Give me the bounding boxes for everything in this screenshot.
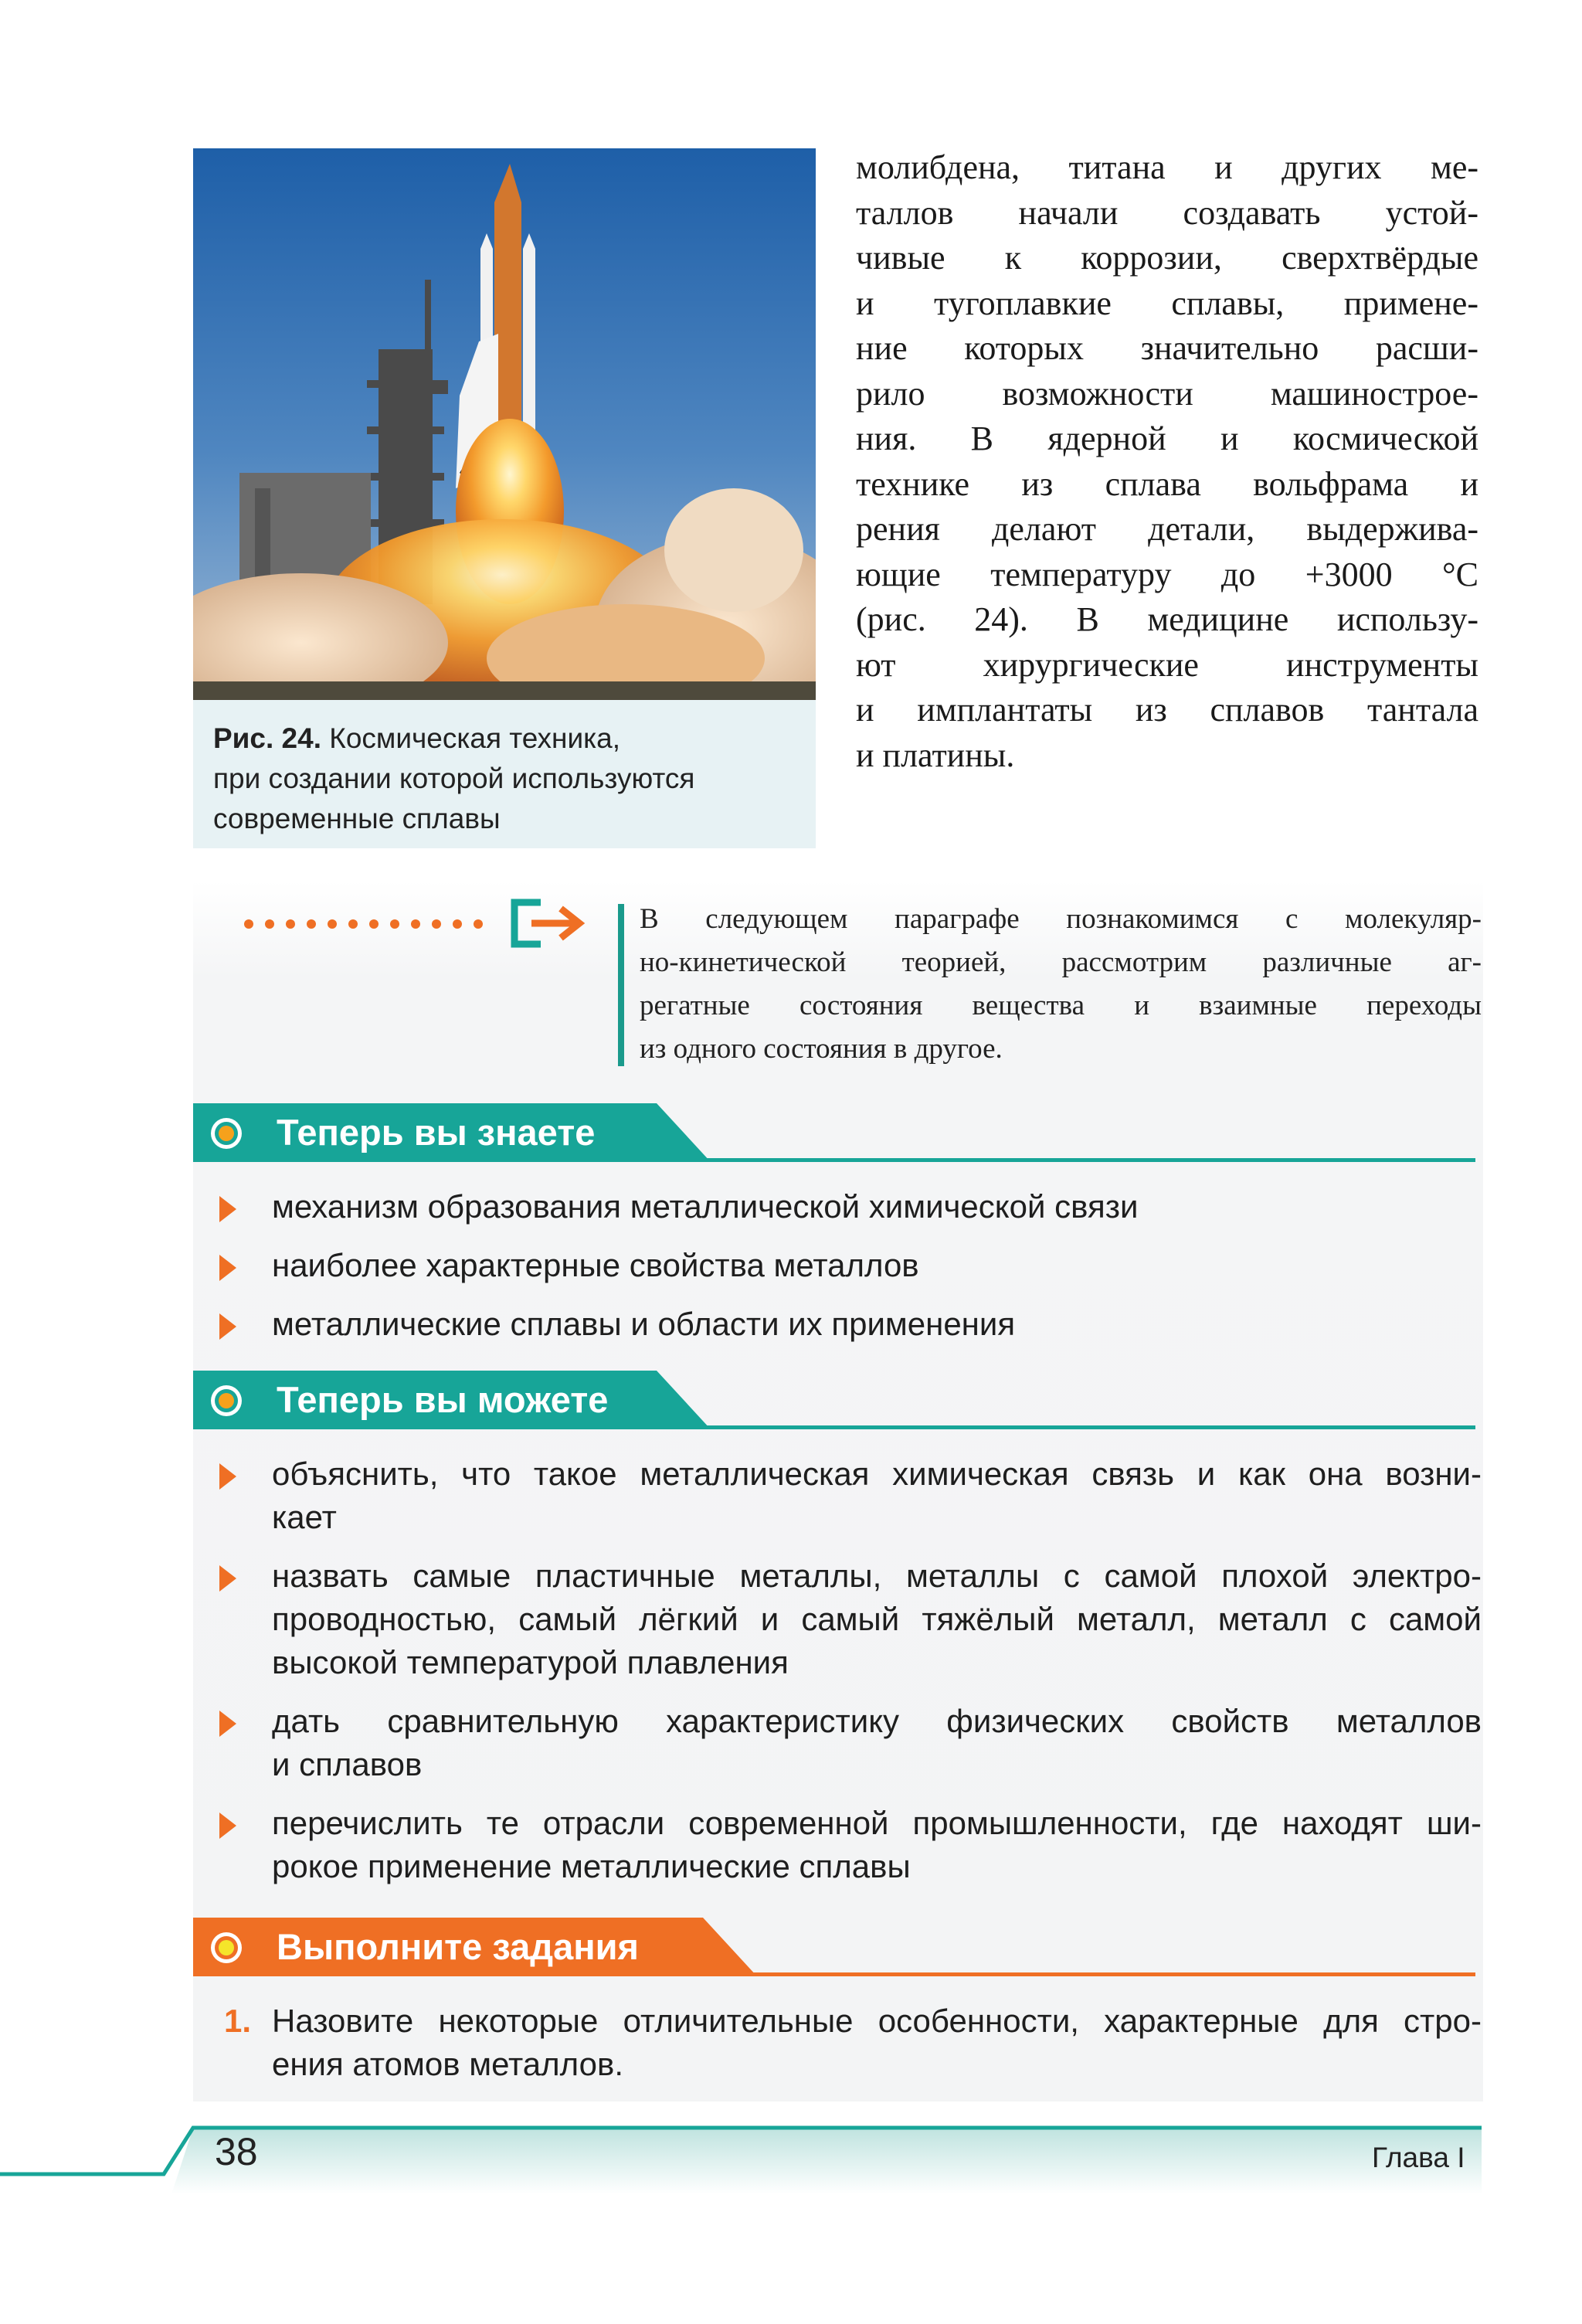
text-line: и платины.: [856, 736, 1015, 774]
note-line: из одного состояния в другое.: [640, 1033, 1003, 1065]
item-text: наиболее характерные свойства металлов: [272, 1247, 919, 1283]
text-line: и тугоплавкие сплавы, примене-: [856, 284, 1478, 322]
task-item: [193, 2000, 1482, 2086]
triangle-bullet-icon: [219, 1196, 236, 1222]
text-line: ния. В ядерной и космической: [856, 420, 1478, 457]
text-line: технике из сплава вольфрама и: [856, 464, 1478, 503]
text-line: ют хирургические инструменты: [856, 645, 1478, 684]
triangle-bullet-icon: [219, 1711, 236, 1737]
list-item: [193, 1244, 1482, 1287]
caption-line: при создании которой используются: [213, 763, 695, 794]
section-header-can: [193, 1371, 1475, 1429]
triangle-bullet-icon: [219, 1313, 236, 1340]
list-item: [193, 1303, 1482, 1346]
item-text: объяснить, что такое металлическая химическая связь и как она возни-: [272, 1456, 1482, 1492]
know-list: [193, 1185, 1482, 1346]
section-header-know: [193, 1103, 1475, 1162]
text-line: чивые к коррозии, сверхтвёрдые: [856, 239, 1478, 277]
target-icon: [209, 1116, 244, 1151]
section-title: Теперь вы знаете: [277, 1112, 596, 1153]
triangle-bullet-icon: [219, 1463, 236, 1490]
target-icon: [209, 1930, 244, 1966]
text-line: таллов начали создавать устой-: [856, 193, 1478, 232]
figure-24: [193, 148, 816, 848]
item-text: рокое применение металлические сплавы: [272, 1848, 911, 1884]
item-text: и сплавов: [272, 1746, 423, 1782]
item-text: дать сравнительную характеристику физических свойств металлов: [272, 1703, 1482, 1739]
text-line: (рис. 24). В медицине использу-: [856, 600, 1478, 638]
can-list: [193, 1452, 1482, 1888]
task-number: 1.: [224, 2003, 252, 2039]
text-line: ющие температуру до +3000 °C: [856, 555, 1478, 593]
note-bar: [618, 904, 624, 1066]
item-text: назвать самые пластичные металлы, металлы с самой плохой электро-: [272, 1558, 1482, 1594]
triangle-bullet-icon: [219, 1813, 236, 1839]
list-item: [193, 1554, 1482, 1684]
figure-label: Рис. 24.: [213, 722, 321, 754]
next-paragraph-note: [640, 898, 1482, 1071]
item-text: высокой температурой плавления: [272, 1644, 789, 1680]
text-line: рения делают детали, выдержива-: [856, 510, 1478, 548]
text-line: рило возможности машинострое-: [856, 374, 1478, 413]
chapter-label: Глава I: [1372, 2142, 1465, 2173]
item-text: проводностью, самый лёгкий и самый тяжёлый металл, металл с самой: [272, 1601, 1482, 1637]
dotted-leader: [243, 915, 497, 933]
list-item: [193, 1452, 1482, 1539]
section-title: Теперь вы можете: [277, 1379, 609, 1420]
page-number: 38: [215, 2130, 258, 2173]
note-line: регатные состояния вещества и взаимные переходы: [640, 990, 1482, 1021]
caption-line: современные сплавы: [213, 803, 501, 834]
text-line: ние которых значительно расши-: [856, 329, 1478, 367]
list-item: [193, 1185, 1482, 1228]
text-line: молибдена, титана и других ме-: [856, 148, 1478, 186]
triangle-bullet-icon: [219, 1255, 236, 1281]
note-line: но-кинетической теорией, рассмотрим различные аг-: [640, 946, 1482, 978]
body-paragraph: [856, 145, 1478, 778]
item-text: механизм образования металлической химической связи: [272, 1188, 1139, 1225]
item-text: перечислить те отрасли современной промышленности, где находят ши-: [272, 1805, 1482, 1841]
item-text: кает: [272, 1499, 337, 1535]
triangle-bullet-icon: [219, 1565, 236, 1592]
note-line: В следующем параграфе познакомимся с молекуляр-: [640, 903, 1482, 935]
exit-arrow-icon: [510, 898, 587, 949]
section-title: Выполните задания: [277, 1926, 639, 1967]
text-line: и имплантаты из сплавов тантала: [856, 691, 1478, 729]
task-text: Назовите некоторые отличительные особенности, характерные для стро-: [272, 2003, 1482, 2039]
list-item: [193, 1700, 1482, 1786]
section-header-tasks: [193, 1918, 1475, 1976]
list-item: [193, 1802, 1482, 1888]
task-text: ения атомов металлов.: [272, 2046, 623, 2082]
caption-line: Космическая техника,: [329, 722, 621, 754]
figure-caption: [213, 719, 800, 839]
shuttle-launch-photo: [193, 148, 816, 700]
target-icon: [209, 1383, 244, 1419]
item-text: металлические сплавы и области их применения: [272, 1306, 1016, 1342]
